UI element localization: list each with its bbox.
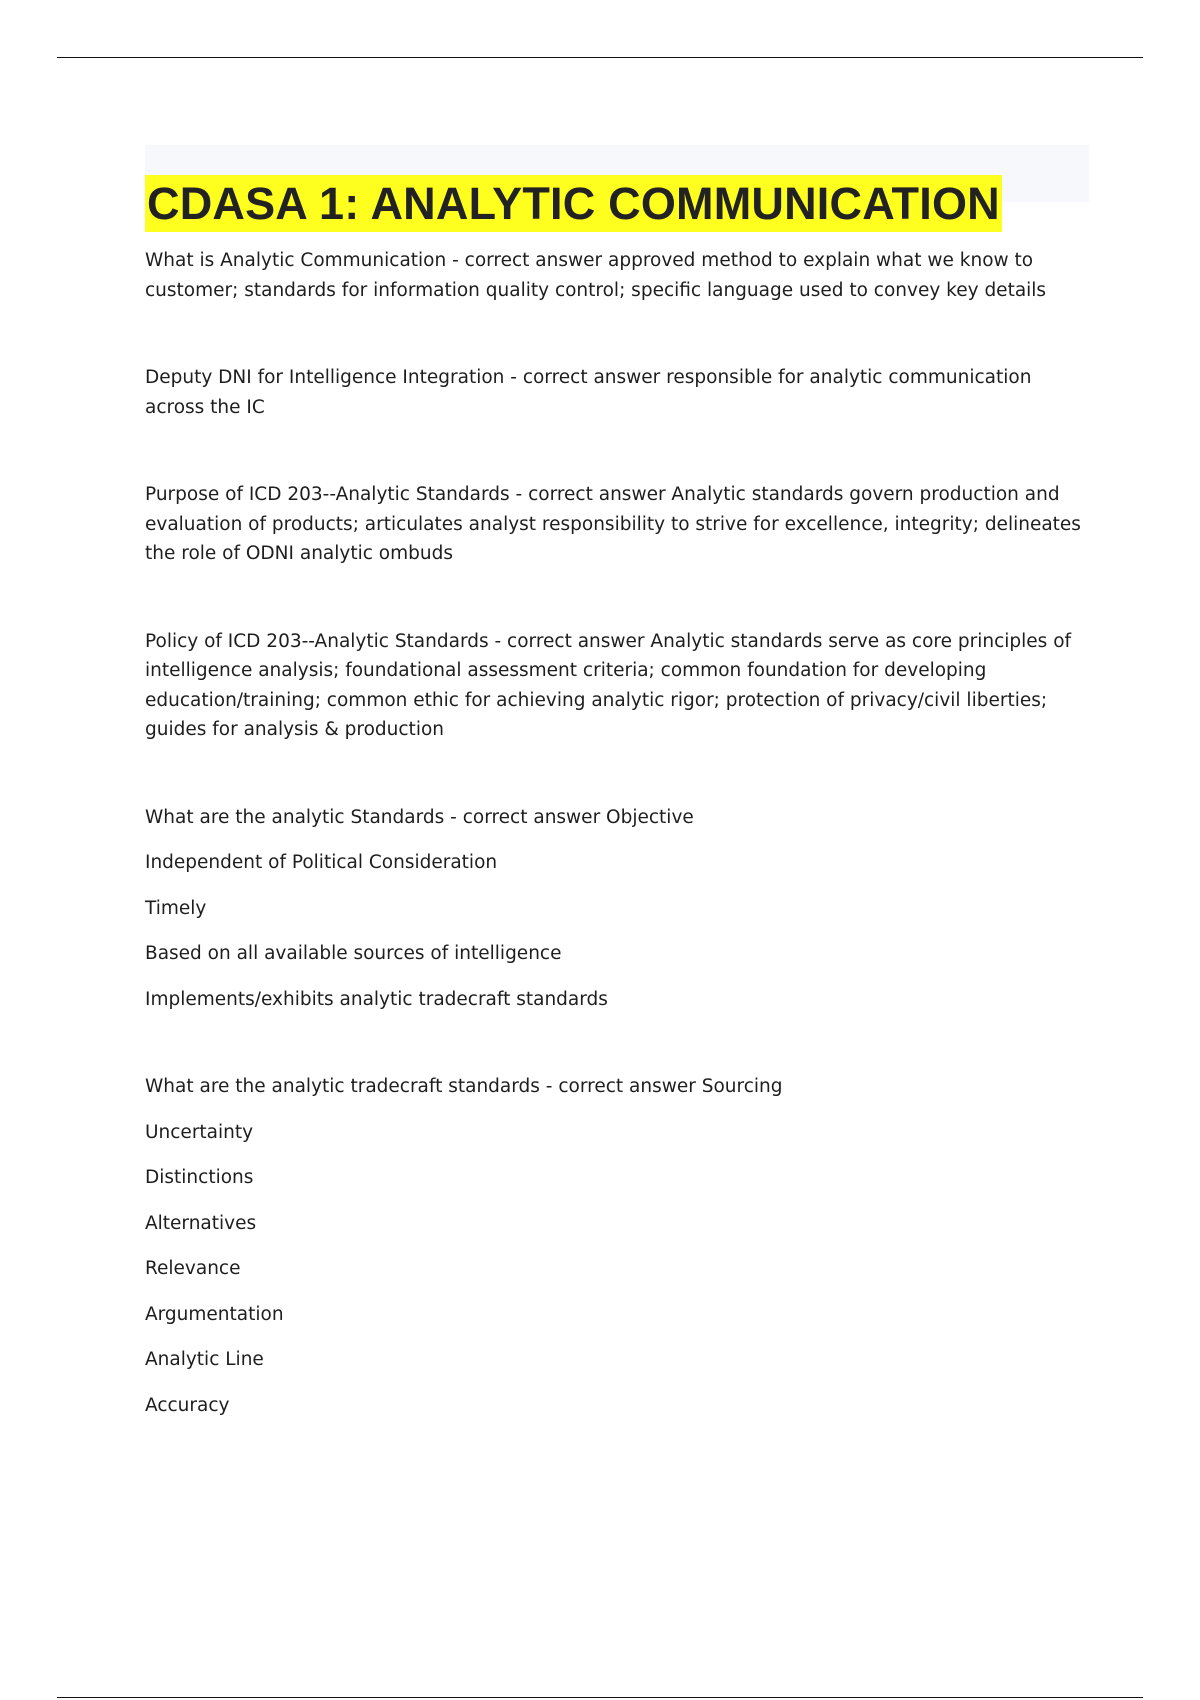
list-item: Analytic Line — [145, 1349, 264, 1370]
title-band — [145, 145, 1089, 230]
list-item: Distinctions — [145, 1167, 254, 1188]
bottom-rule — [57, 1697, 1143, 1698]
entry-analytic-communication — [145, 246, 1089, 305]
tradecraft-standards-list — [145, 1072, 1089, 1420]
list-item: Implements/exhibits analytic tradecraft standards — [145, 988, 608, 1010]
list-item: Timely — [145, 897, 207, 919]
list-item: Relevance — [145, 1258, 241, 1279]
list-item: What are the analytic Standards - correct answer Objective — [145, 806, 694, 828]
analytic-standards-list — [145, 803, 1089, 1015]
list-item: What are the analytic tradecraft standards - correct answer Sourcing — [145, 1076, 783, 1097]
entry-text: Deputy DNI for Intelligence Integration - correct answer responsible for analytic communication across the IC — [145, 367, 1032, 418]
list-item: Based on all available sources of intelligence — [145, 943, 562, 964]
list-item: Uncertainty — [145, 1121, 254, 1143]
list-item: Accuracy — [145, 1394, 230, 1416]
list-item: Alternatives — [145, 1212, 257, 1234]
list-item: Independent of Political Consideration — [145, 852, 498, 873]
list-item: Argumentation — [145, 1303, 284, 1325]
entry-text: Policy of ICD 203--Analytic Standards - correct answer Analytic standards serve as core principles of intelligence analysis; foundational assessment criteria; common foundation for developing education/training; common ethic for achieving analytic rigor; protection of privacy/civil liberties; guides for analysis & production — [145, 630, 1072, 740]
entry-text: Purpose of ICD 203--Analytic Standards - correct answer Analytic standards govern production and evaluation of products; articulates analyst responsibility to strive for excellence, integrity; delineates the role of ODNI analytic ombuds — [145, 484, 1081, 564]
entry-text: What is Analytic Communication - correct answer approved method to explain what we know to customer; standards for information quality control; specific language used to convey key details — [145, 250, 1047, 301]
top-rule — [57, 57, 1143, 58]
document-title: CDASA 1: ANALYTIC COMMUNICATION — [145, 175, 1002, 232]
entry-deputy-dni — [145, 363, 1089, 422]
entry-icd-203-policy — [145, 627, 1089, 745]
entry-icd-203-purpose — [145, 480, 1089, 569]
document-body — [145, 246, 1089, 1420]
